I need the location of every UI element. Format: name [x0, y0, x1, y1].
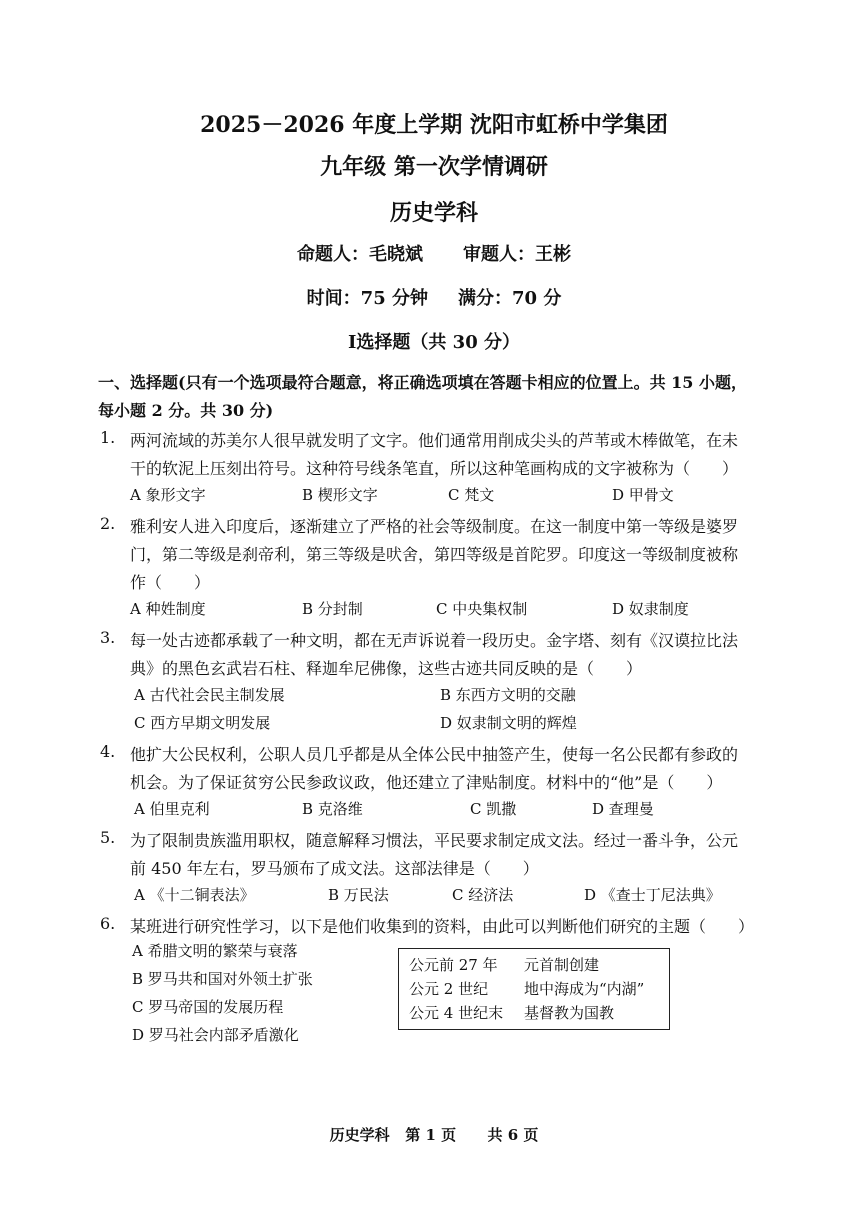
section-instruction-2: 每小题 2 分。共 30 分) — [98, 401, 274, 420]
material-row — [409, 1001, 659, 1025]
material-table — [398, 948, 670, 1030]
subject-title: 历史学科 — [389, 200, 478, 226]
option-b: B 楔形文字 — [302, 486, 378, 504]
setter: 命题人：毛晓斌 — [297, 244, 423, 265]
question-number: 4. — [100, 742, 116, 761]
material-date: 公元 4 世纪末 — [409, 1004, 504, 1022]
question-text: 作（ ） — [130, 573, 211, 592]
question-text: 前 450 年左右，罗马颁布了成文法。这部法律是（ ） — [130, 859, 539, 878]
option-b: B 万民法 — [328, 886, 389, 904]
option-b: B 罗马共和国对外领土扩张 — [132, 970, 313, 988]
option-a: A 象形文字 — [130, 486, 206, 504]
material-row — [409, 953, 659, 977]
option-c: C 中央集权制 — [436, 600, 528, 618]
setter-line — [0, 240, 868, 266]
option-d: D 奴隶制文明的辉煌 — [440, 714, 577, 732]
option-b: B 东西方文明的交融 — [440, 686, 576, 704]
question-text: 为了限制贵族滥用职权，随意解释习惯法，平民要求制定成文法。经过一番斗争，公元 — [130, 831, 739, 850]
question-text: 他扩大公民权利，公职人员几乎都是从全体公民中抽签产生，使每一名公民都有参政的 — [130, 745, 739, 764]
option-d: D 奴隶制度 — [612, 600, 689, 618]
option-b: B 克洛维 — [302, 800, 363, 818]
material-row — [409, 977, 659, 1001]
question-number: 3. — [100, 628, 116, 647]
question-text: 每一处古迹都承载了一种文明，都在无声诉说着一段历史。金字塔、刻有《汉谟拉比法 — [130, 631, 739, 650]
material-event: 地中海成为“内湖” — [524, 980, 645, 998]
section-title: Ⅰ选择题（共 30 分） — [347, 332, 520, 353]
option-d: D 甲骨文 — [612, 486, 674, 504]
option-c: C 西方早期文明发展 — [134, 714, 271, 732]
material-event: 基督教为国教 — [524, 1004, 615, 1022]
material-event: 元首制创建 — [524, 956, 600, 974]
option-d: D 罗马社会内部矛盾激化 — [132, 1026, 299, 1044]
page-footer — [0, 1124, 868, 1145]
question-text: 两河流域的苏美尔人很早就发明了文字。他们通常用削成尖头的芦苇或木棒做笔，在未 — [130, 431, 739, 450]
section-instruction-1: 一、选择题(只有一个选项最符合题意，将正确选项填在答题卡相应的位置上。共 15 小题， — [98, 373, 747, 392]
material-date: 公元 2 世纪 — [409, 980, 489, 998]
option-a: A 《十二铜表法》 — [134, 886, 255, 904]
time-score-line — [0, 284, 868, 310]
question-text: 门，第二等级是刹帝利，第三等级是吠舍，第四等级是首陀罗。印度这一等级制度被称 — [130, 545, 739, 564]
material-date: 公元前 27 年 — [409, 956, 498, 974]
question-text: 机会。为了保证贫穷公民参政议政，他还建立了津贴制度。材料中的“他”是（ ） — [130, 773, 723, 792]
option-d: D 查理曼 — [592, 800, 654, 818]
option-c: C 罗马帝国的发展历程 — [132, 998, 284, 1016]
option-a: A 种姓制度 — [130, 600, 206, 618]
option-c: C 凯撒 — [470, 800, 517, 818]
option-a: A 伯里克利 — [134, 800, 210, 818]
question-text: 雅利安人进入印度后，逐渐建立了严格的社会等级制度。在这一制度中第一等级是婆罗 — [130, 517, 739, 536]
footer-total: 共 6 页 — [487, 1126, 539, 1144]
footer-page: 第 1 页 — [405, 1126, 457, 1144]
question-number: 2. — [100, 514, 116, 533]
question-number: 6. — [100, 914, 116, 933]
option-a: A 古代社会民主制发展 — [134, 686, 285, 704]
reviewer: 审题人：王彬 — [463, 244, 571, 265]
option-c: C 梵文 — [448, 486, 495, 504]
question-number: 5. — [100, 828, 116, 847]
question-text: 某班进行研究性学习，以下是他们收集到的资料，由此可以判断他们研究的主题（ ） — [130, 917, 755, 936]
option-c: C 经济法 — [452, 886, 514, 904]
option-d: D 《查士丁尼法典》 — [584, 886, 721, 904]
exam-subtitle: 九年级 第一次学情调研 — [320, 154, 548, 180]
exam-score: 满分：70 分 — [458, 288, 562, 309]
question-number: 1. — [100, 428, 116, 447]
question-text: 干的软泥上压刻出符号。这种符号线条笔直，所以这种笔画构成的文字被称为（ ） — [130, 459, 739, 478]
option-a: A 希腊文明的繁荣与衰落 — [132, 942, 298, 960]
exam-time: 时间：75 分钟 — [306, 288, 428, 309]
option-b: B 分封制 — [302, 600, 363, 618]
footer-subject: 历史学科 — [329, 1126, 390, 1144]
exam-title: 2025－2026 年度上学期 沈阳市虹桥中学集团 — [200, 112, 668, 138]
question-text: 典》的黑色玄武岩石柱、释迦牟尼佛像，这些古迹共同反映的是（ ） — [130, 659, 643, 678]
